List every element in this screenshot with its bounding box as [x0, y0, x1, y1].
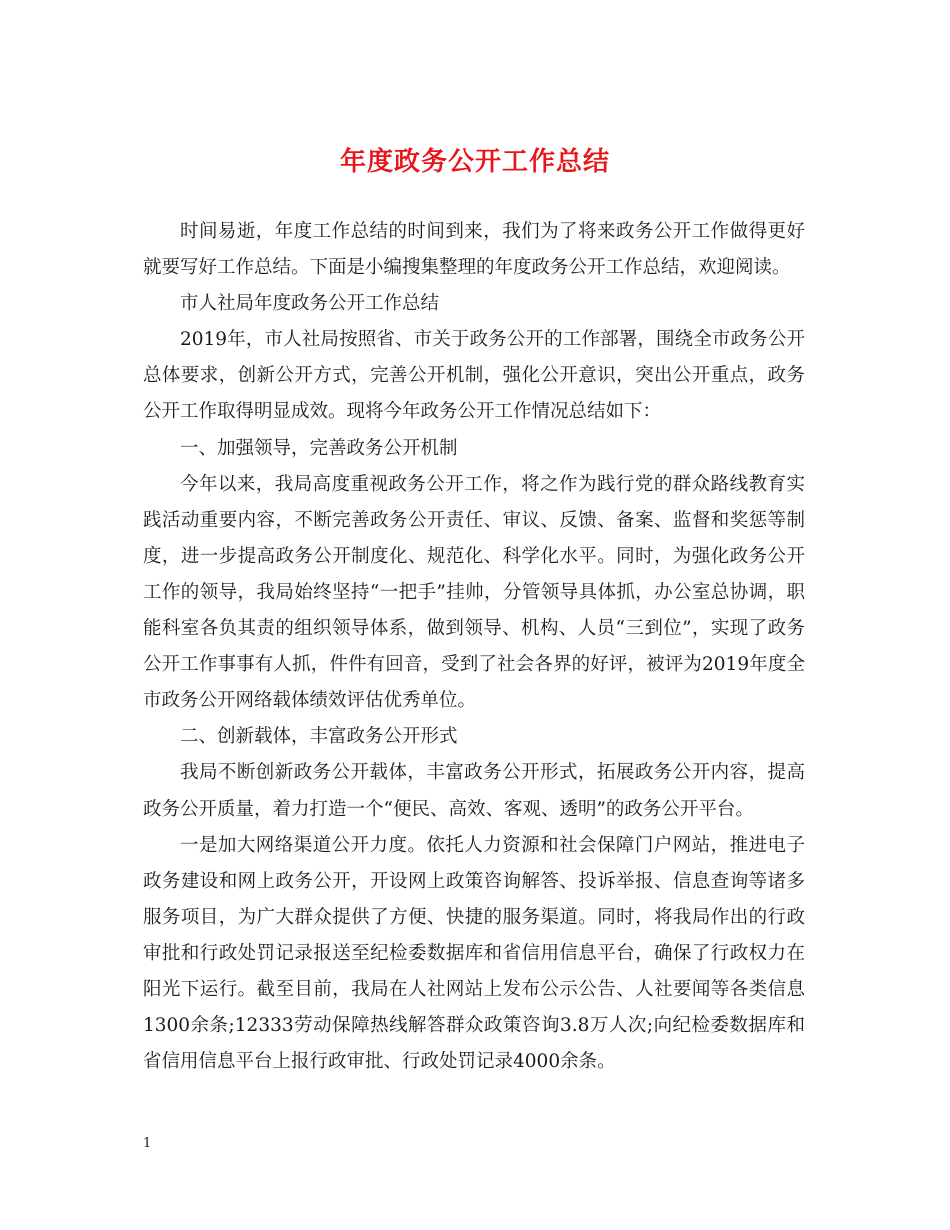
section-heading-1: 一、加强领导，完善政务公开机制: [180, 437, 458, 459]
section-heading-2: 二、创新载体，丰富政务公开形式: [180, 726, 458, 748]
document-title: 年度政务公开工作总结: [339, 147, 610, 177]
page-number: 1: [143, 1136, 152, 1151]
section-subtitle: 市人社局年度政务公开工作总结: [180, 293, 440, 315]
intro-paragraph: 时间易逝，年度工作总结的时间到来，我们为了将来政务公开工作做得更好就要写好工作总结。下面是小编搜集整理的年度政务公开工作总结，欢迎阅读。: [143, 221, 805, 279]
leadership-paragraph: 今年以来，我局高度重视政务公开工作，将之作为践行党的群众路线教育实践活动重要内容，不断完善政务公开责任、审议、反馈、备案、监督和奖惩等制度，进一步提高政务公开制度化、规范化、科学化水平。同时，为强化政务公开工作的领导，我局始终坚持“一把手”挂帅，分管领导具体抓，办公室总协调，职能科室各负其责的组织领导体系，做到领导、机构、人员“三到位”，实现了政务公开工作事事有人抓，件件有回音，受到了社会各界的好评，被评为2019年度全市政务公开网络载体绩效评估优秀单位。: [143, 473, 805, 712]
document-body: [143, 214, 805, 1080]
innovation-paragraph: 我局不断创新政务公开载体，丰富政务公开形式，拓展政务公开内容，提高政务公开质量，着力打造一个“便民、高效、客观、透明”的政务公开平台。: [143, 762, 805, 820]
overview-paragraph: 2019年，市人社局按照省、市关于政务公开的工作部署，围绕全市政务公开总体要求，创新公开方式，完善公开机制，强化公开意识，突出公开重点，政务公开工作取得明显成效。现将今年政务公开工作情况总结如下：: [143, 329, 805, 423]
network-channel-paragraph: 一是加大网络渠道公开力度。依托人力资源和社会保障门户网站，推进电子政务建设和网上政务公开，开设网上政策咨询解答、投诉举报、信息查询等诸多服务项目，为广大群众提供了方便、快捷的服务渠道。同时，将我局作出的行政审批和行政处罚记录报送至纪检委数据库和省信用信息平台，确保了行政权力在阳光下运行。截至目前，我局在人社网站上发布公示公告、人社要闻等各类信息1300余条;12333劳动保障热线解答群众政策咨询3.8万人次;向纪检委数据库和省信用信息平台上报行政审批、行政处罚记录4000余条。: [143, 834, 805, 1073]
